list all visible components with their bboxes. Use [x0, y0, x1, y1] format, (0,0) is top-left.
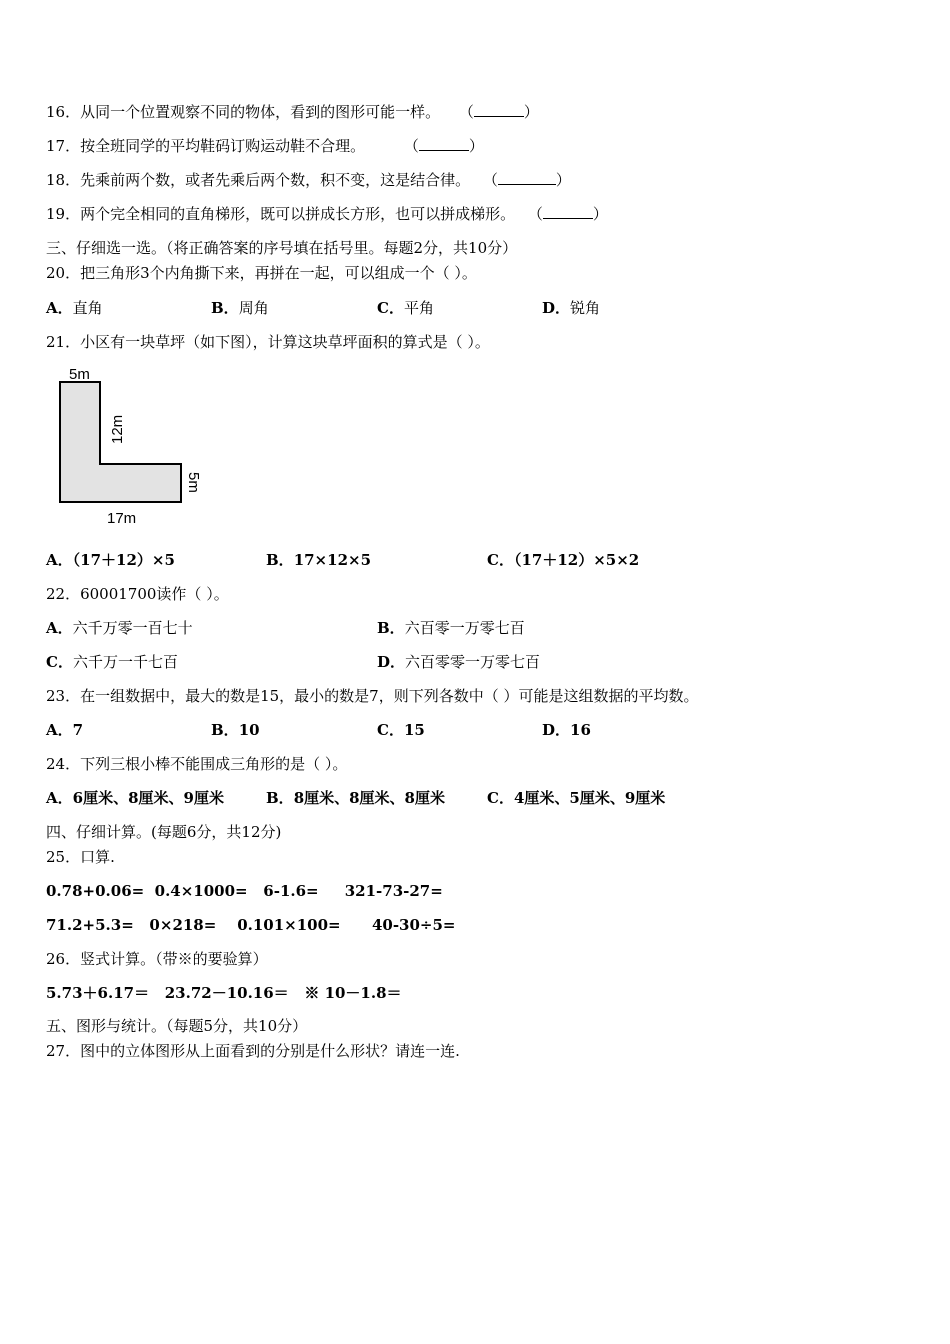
- question-27-stem: 27．图中的立体图形从上面看到的分别是什么形状？请连一连.: [46, 1042, 460, 1060]
- option-a[interactable]: A．直角: [46, 299, 103, 317]
- question-25-stem: 25．口算.: [46, 848, 115, 866]
- bottom-dimension-label: 17m: [107, 510, 137, 527]
- option-d[interactable]: D．锐角: [542, 299, 601, 317]
- answer-blank[interactable]: [543, 204, 593, 219]
- option-a[interactable]: A．六千万零一百七十: [46, 619, 193, 637]
- question-24-stem: 24．下列三根小棒不能围成三角形的是（ ）。: [46, 755, 348, 773]
- side-dimension-label: 12m: [109, 414, 126, 444]
- lawn-figure: [52, 362, 212, 532]
- option-d[interactable]: D．六百零零一万零七百: [377, 653, 541, 671]
- question-20-stem: 20．把三角形3个内角撕下来，再拼在一起，可以组成一个（ ）。: [46, 264, 477, 282]
- top-dimension-label: 5m: [69, 366, 90, 383]
- vertical-calc-row: 5.73＋6.17＝ 23.72－10.16＝ ※ 10－1.8＝: [46, 984, 402, 1002]
- mental-math-row-2: 71.2+5.3= 0×218= 0.101×100= 40-30÷5=: [46, 916, 456, 934]
- option-b[interactable]: B．17×12×5: [266, 551, 372, 569]
- question-21-stem: 21．小区有一块草坪（如下图），计算这块草坪面积的算式是（ ）。: [46, 333, 490, 351]
- option-d[interactable]: D．16: [542, 721, 591, 739]
- section-5-heading: 五、图形与统计。（每题5分，共10分）: [46, 1017, 308, 1035]
- question-19: 19．两个完全相同的直角梯形，既可以拼成长方形，也可以拼成梯形。 （ ）: [46, 205, 608, 223]
- option-b[interactable]: B．周角: [211, 299, 269, 317]
- question-18: 18．先乘前两个数，或者先乘后两个数，积不变，这是结合律。 （ ）: [46, 171, 571, 189]
- answer-blank[interactable]: [498, 170, 556, 185]
- option-c[interactable]: C．4厘米、5厘米、9厘米: [487, 789, 666, 807]
- option-b[interactable]: B．8厘米、8厘米、8厘米: [266, 789, 445, 807]
- option-a[interactable]: A．（17＋12）×5: [46, 551, 175, 569]
- question-26-stem: 26．竖式计算。（带※的要验算）: [46, 950, 268, 968]
- question-22-stem: 22．60001700读作（ ）。: [46, 585, 229, 603]
- question-23-stem: 23．在一组数据中，最大的数是15，最小的数是7，则下列各数中（ ）可能是这组数据的平均数。: [46, 687, 699, 705]
- question-17: 17．按全班同学的平均鞋码订购运动鞋不合理。 （ ）: [46, 137, 484, 155]
- section-4-heading: 四、仔细计算。(每题6分，共12分): [46, 823, 282, 841]
- option-b[interactable]: B．六百零一万零七百: [377, 619, 525, 637]
- option-c[interactable]: C．六千万一千七百: [46, 653, 178, 671]
- answer-blank[interactable]: [474, 102, 524, 117]
- question-16: 16．从同一个位置观察不同的物体，看到的图形可能一样。 （ ）: [46, 103, 539, 121]
- option-a[interactable]: A．7: [46, 721, 84, 739]
- section-3-heading: 三、仔细选一选。（将正确答案的序号填在括号里。每题2分，共10分）: [46, 239, 518, 257]
- right-dimension-label: 5m: [185, 472, 202, 493]
- option-b[interactable]: B．10: [211, 721, 260, 739]
- option-a[interactable]: A．6厘米、8厘米、9厘米: [46, 789, 224, 807]
- option-c[interactable]: C．15: [377, 721, 425, 739]
- option-c[interactable]: C．平角: [377, 299, 434, 317]
- answer-blank[interactable]: [419, 136, 469, 151]
- mental-math-row-1: 0.78+0.06= 0.4×1000= 6-1.6= 321-73-27=: [46, 882, 443, 900]
- option-c[interactable]: C．（17＋12）×5×2: [487, 551, 640, 569]
